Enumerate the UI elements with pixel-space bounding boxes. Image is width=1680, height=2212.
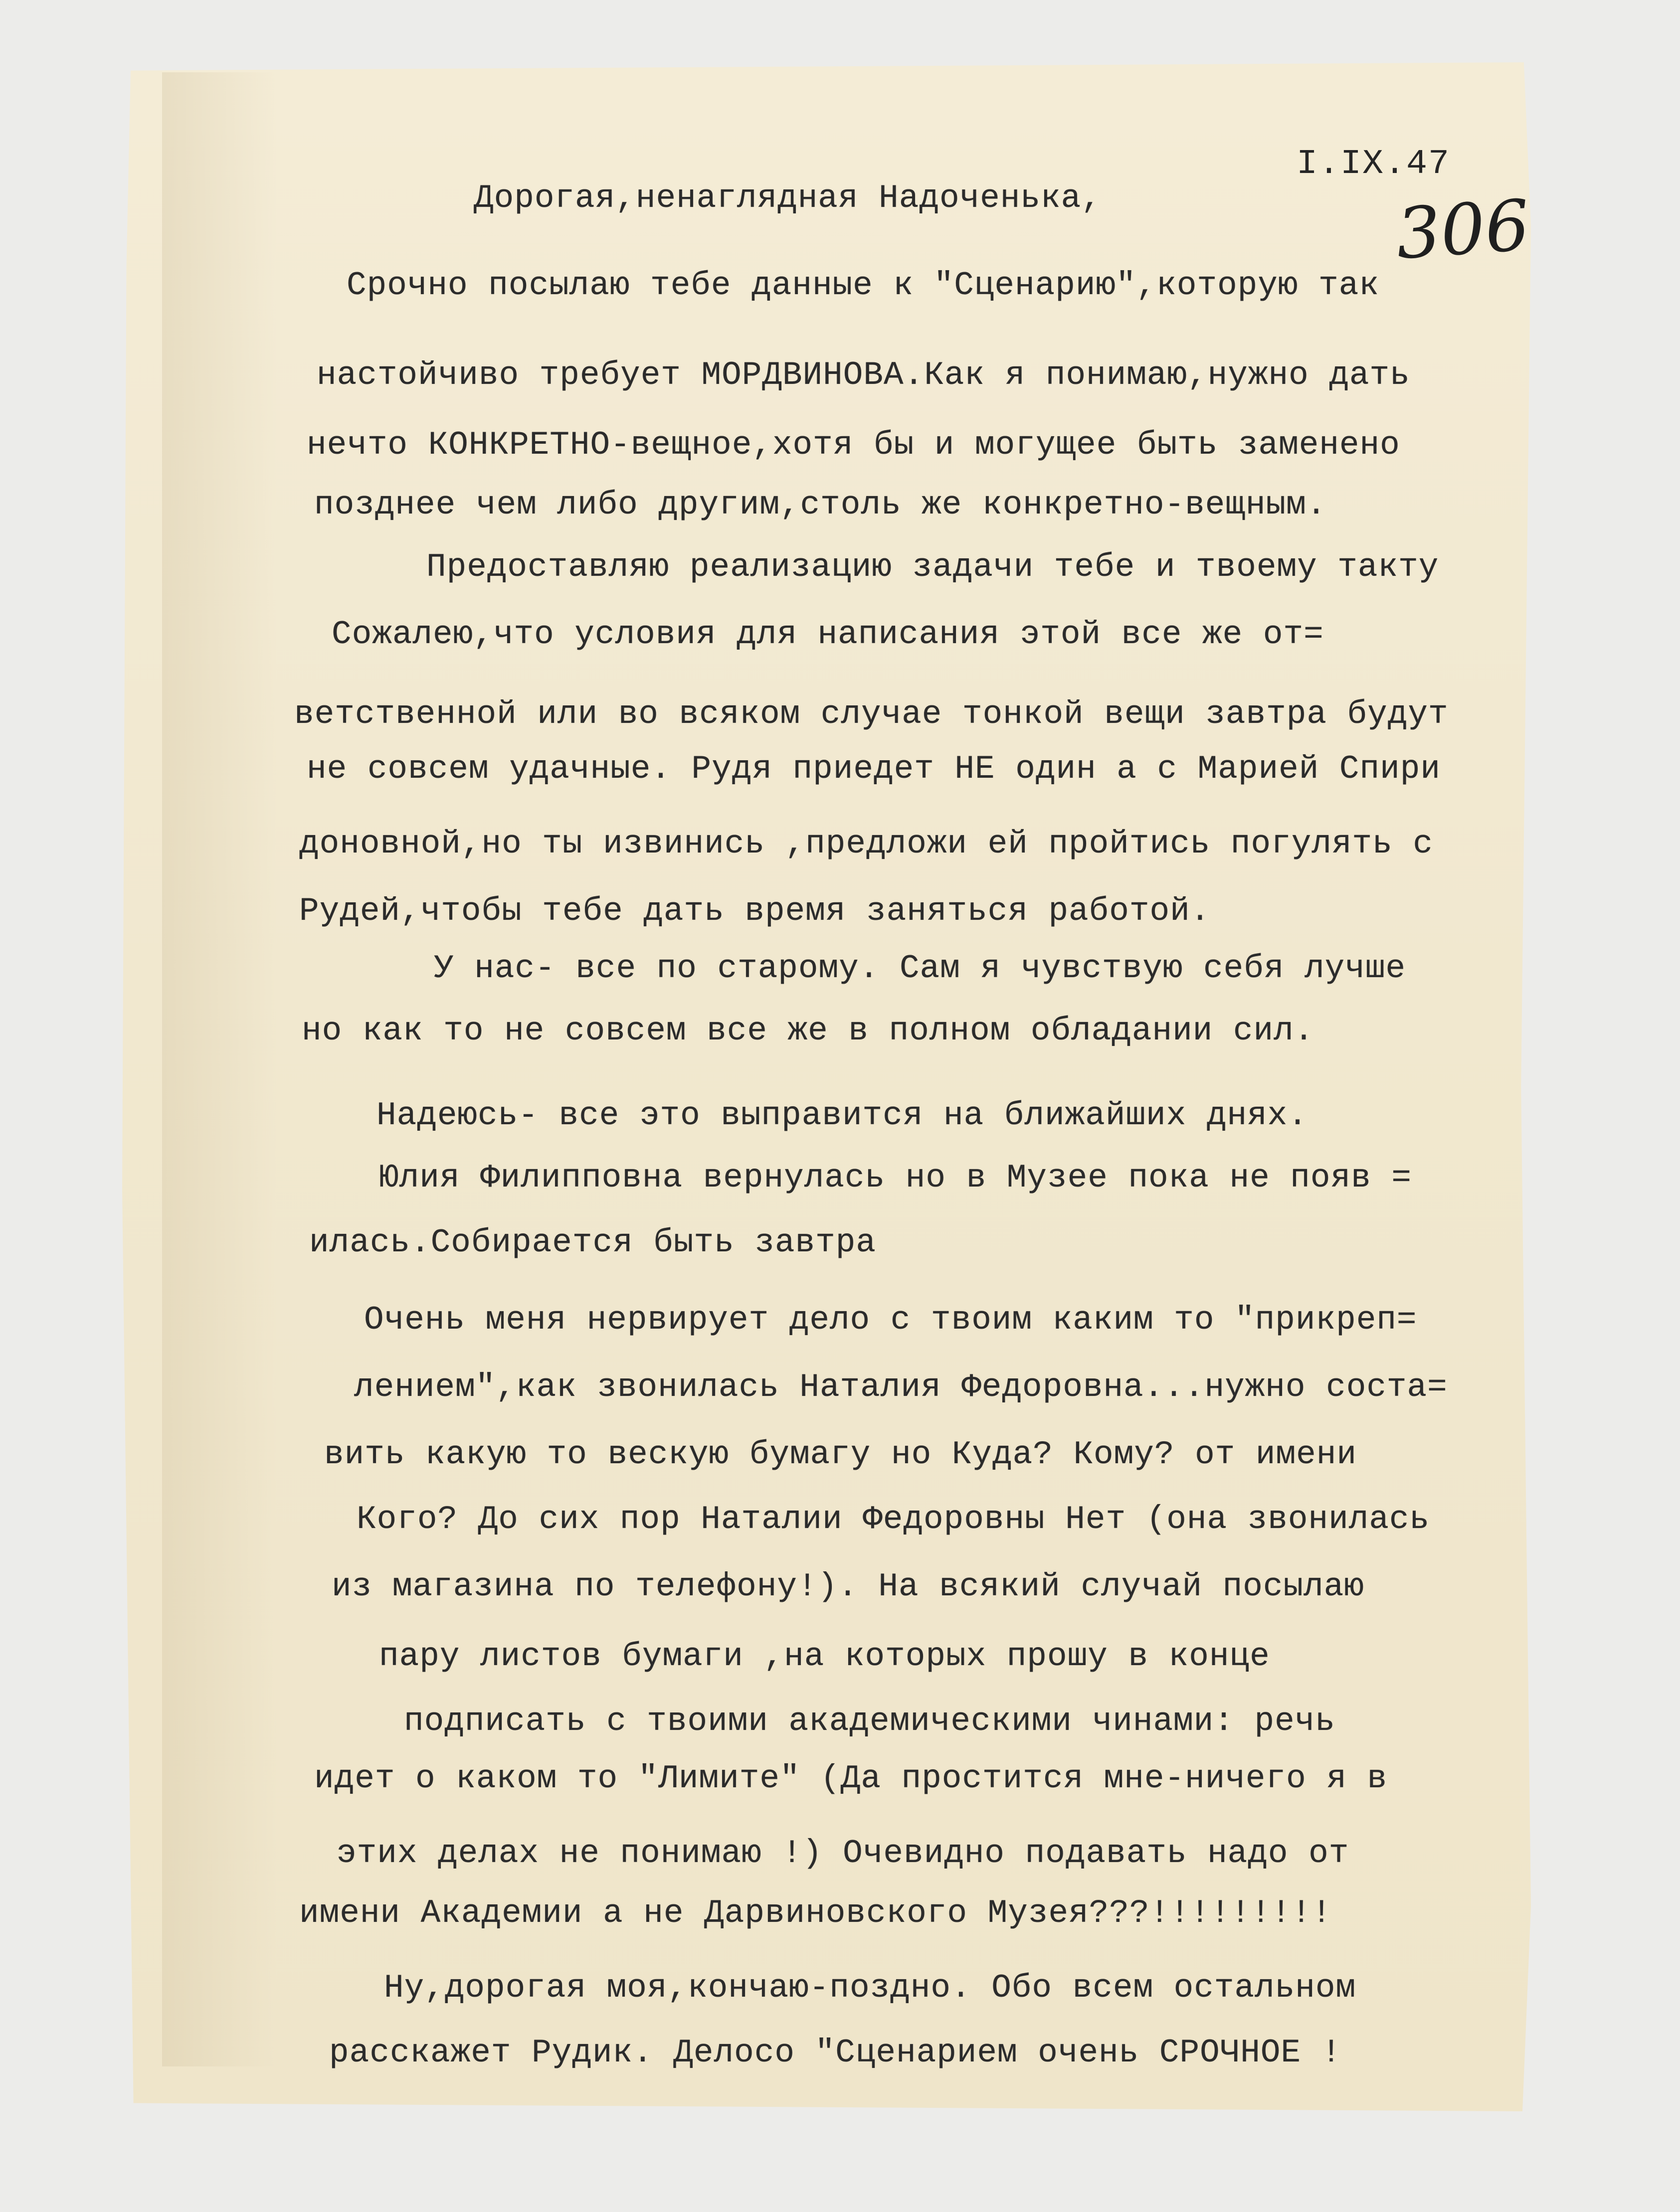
text-line: Кого? До сих пор Наталии Федоровны Нет (она звонилась [357,1501,1430,1538]
text-line: из магазина по телефону!). На всякий случай посылаю [332,1568,1364,1605]
text-line: но как то не совсем все же в полном обладании сил. [302,1012,1314,1049]
text-line: настойчиво требует МОРДВИНОВА.Как я понимаю,нужно дать [317,356,1410,394]
text-line: Срочно посылаю тебе данные к "Сценарию",которую так [347,267,1379,304]
text-line: не совсем удачные. Рудя приедет НЕ один а с Марией Спири [307,750,1441,788]
text-line: Надеюсь- все это выправится на ближайших днях. [376,1097,1308,1134]
text-line: Юлия Филипповна вернулась но в Музее пока не появ = [379,1159,1412,1196]
text-line: вить какую то вескую бумагу но Куда? Кому? от имени [324,1436,1357,1473]
text-line: У нас- все по старому. Сам я чувствую себя лучше [434,950,1406,987]
text-line: Дорогая,ненаглядная Надоченька, [474,179,1102,217]
text-line: Очень меня нервирует дело с твоим каким то "прикреп= [364,1301,1417,1339]
text-line: Рудей,чтобы тебе дать время заняться работой. [299,892,1211,930]
text-line: расскажет Рудик. Делосо "Сценарием очень СРОЧНОЕ ! [329,2034,1342,2071]
text-line: лением",как звонилась Наталия Федоровна...нужно соста= [354,1368,1448,1406]
text-line: ветственной или во всяком случае тонкой вещи завтра будут [294,695,1449,733]
text-line: позднее чем либо другим,столь же конкретно-вещным. [314,486,1327,523]
text-line: илась.Собирается быть завтра [309,1224,876,1261]
text-line: подписать с твоими академическими чинами: речь [404,1702,1335,1740]
archive-number: 306 [1393,184,1532,276]
text-line: Предоставляю реализацию задачи тебе и твоему такту [426,548,1439,586]
text-line: Ну,дорогая моя,кончаю-поздно. Обо всем остальном [384,1969,1356,2007]
text-line: имени Академии а не Дарвиновского Музея???!!!!!!!!! [299,1894,1332,1932]
text-line: нечто КОНКРЕТНО-вещное,хотя бы и могущее быть заменено [307,426,1400,464]
text-line: пару листов бумаги ,на которых прошу в конце [379,1638,1270,1675]
text-line: идет о каком то "Лимите" (Да простится мне-ничего я в [314,1760,1388,1797]
paper-stain [162,72,277,2066]
text-line: этих делах не понимаю !) Очевидно подавать надо от [337,1835,1349,1872]
letter-date: I.IX.47 [1297,145,1451,184]
text-line: Сожалею,что условия для написания этой все же от= [332,616,1324,653]
text-line: доновной,но ты извинись ,предложи ей пройтись погулять с [299,825,1433,862]
